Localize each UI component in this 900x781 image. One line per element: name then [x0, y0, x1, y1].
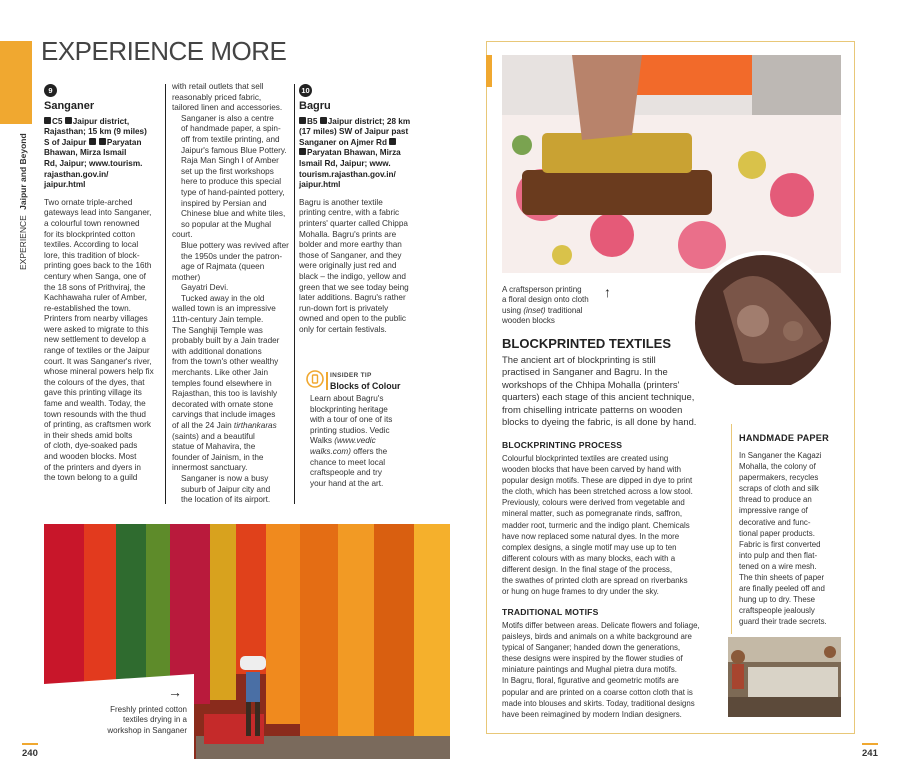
office-icon — [299, 148, 306, 155]
text-line: gave this printing village its — [44, 388, 142, 398]
text-line: Gayatri Devi. — [181, 283, 229, 293]
insider-tip-title: Blocks of Colour — [330, 381, 401, 391]
text-line: mineral matter, such as pomegranate rinds, saffron, — [502, 509, 683, 519]
text-line: made into blouses and skirts. Today, traditional designs — [502, 698, 695, 708]
text-line: black – the indigo, yellow and — [299, 271, 406, 281]
text-line: the swathes of printed cloth are spread on riverbanks — [502, 576, 688, 586]
text-line: the location of its airport. — [181, 495, 271, 505]
sanganer-heading: Sanganer — [44, 100, 95, 112]
text-line: whose mineral powers help fix — [44, 367, 154, 377]
tip-bar — [326, 372, 328, 390]
sidebar-rule — [731, 424, 732, 634]
text-line: typical of Sanganer; handed down the generations, — [502, 643, 681, 653]
text-line: tened on a wire mesh. — [739, 561, 817, 571]
page-number-rule-left — [22, 743, 38, 745]
text-line: The ancient art of blockprinting is still — [502, 354, 656, 365]
text-line: craftspeople jealously — [739, 606, 815, 616]
text-line: of cloth, dye-soaked pads — [44, 441, 138, 451]
page-number-left: 240 — [22, 748, 38, 759]
text-line: were originally just red and — [299, 261, 397, 271]
photo-blockprinting — [502, 55, 841, 273]
text-line: popular design motifs. These are dipped in dye to print — [502, 476, 693, 486]
left-photo-caption: Freshly printed cotton textiles drying in a workshop in Sanganer — [107, 705, 187, 735]
text-line: these designs were inspired by the flower studies of — [502, 654, 683, 664]
text-line: with retail outlets that sell — [172, 82, 264, 91]
column-rule — [294, 84, 295, 504]
page-number-right: 241 — [862, 748, 878, 759]
text-line: are finally peeled off and — [739, 584, 825, 594]
text-line: set up the first workshops — [181, 166, 274, 176]
text-line: Sanganer is now a busy — [181, 473, 269, 483]
text-line: impressive range of — [739, 506, 808, 516]
text-line: madder root, turmeric and the indigo plant. Chemicals — [502, 520, 690, 530]
text-line: the town belong to a guild — [44, 473, 138, 483]
process-heading: BLOCKPRINTING PROCESS — [502, 440, 623, 450]
text-line: guard their trade secrets. — [739, 617, 827, 627]
feature-title: BLOCKPRINTED TEXTILES — [502, 336, 672, 351]
text-line: the colours of the dyes, that — [44, 377, 145, 387]
text-line: in their sheds amid bolts — [44, 430, 133, 440]
text-line: textiles. According to local — [44, 240, 139, 250]
text-line: practised in Sanganer and Bagru. In the — [502, 366, 668, 378]
text-line: Chinese blue and white tiles, — [181, 209, 286, 219]
text-line: Motifs differ between areas. Delicate flowers and foliage, — [502, 621, 700, 630]
text-line: range of textiles or the Jaipur — [44, 346, 150, 356]
text-line: here to produce this special — [181, 177, 282, 187]
side-tab-chapter: Jaipur and Beyond — [18, 133, 28, 210]
text-line: have now replaced some natural dyes. In the more — [502, 531, 680, 541]
sanganer-column-2 — [172, 82, 292, 506]
text-line: In Bagru, floral, figurative and geometric motifs are — [502, 676, 679, 686]
location-icon — [320, 117, 327, 124]
process-body — [502, 453, 724, 597]
text-line: Raja Man Singh I of Amber — [181, 156, 279, 166]
text-line: Blue pottery was revived after — [181, 240, 289, 250]
photo-papermakers — [728, 637, 841, 717]
bagru-heading: Bagru — [299, 100, 331, 112]
chapter-side-tab — [18, 130, 32, 270]
text-line: age of Rajmata (queen mother) — [172, 262, 265, 282]
text-line: so popular at the Mughal court. — [172, 219, 272, 240]
sanganer-body-1 — [44, 198, 162, 484]
caption-arrow-right: → — [168, 684, 182, 700]
bagru-column — [299, 84, 417, 335]
side-tab-section: EXPERIENCE — [18, 215, 28, 270]
text-line: popular and are printed on a coarse cotton cloth that is — [502, 687, 693, 697]
text-line: Two ornate triple-arched — [44, 197, 133, 207]
text-line: the cloth, which has been stretched across a low stool. — [502, 487, 693, 497]
accent-tab-right — [486, 55, 492, 87]
text-line: type of hand-painted pottery, — [181, 187, 285, 197]
location-icon — [65, 117, 72, 124]
text-line: from chiselling intricate patterns on wooden — [502, 403, 683, 415]
text-line: owned and open to the public — [299, 314, 406, 324]
text-line: off from textile printing, and — [181, 134, 280, 144]
text-line: those of Sanganer, and they — [299, 250, 402, 260]
text-line: hung up to dry. These — [739, 595, 816, 605]
text-line: printing centre, with a fabric — [299, 208, 400, 218]
text-line: of printing, as craftsmen work — [44, 420, 151, 430]
text-line: century when Sanga, one of — [44, 271, 146, 281]
sidebar-body — [739, 450, 849, 628]
text-line: fame and wealth. Today, the — [44, 399, 146, 409]
motifs-heading: TRADITIONAL MOTIFS — [502, 607, 599, 617]
text-line: blocks to dyeing the fabric, is all done by hand. — [502, 416, 697, 428]
column-rule — [165, 84, 166, 504]
sanganer-info: C5 Jaipur district, Rajasthan; 15 km (9 miles) S of Jaipur Paryatan Bhawan, Mirza Ismail Rd, Jaipur; www.tourism. rajasthan.gov.in/ jaipur.html — [44, 116, 147, 190]
text-line: tional paper products. — [739, 528, 815, 538]
text-line: court. It was Sanganer's river, — [44, 356, 152, 366]
text-line: Mohalla. Bagru's prints are — [299, 229, 397, 239]
text-line: lore, this tradition of block- — [44, 250, 140, 260]
text-line: gateways lead into Sanganer, — [44, 208, 152, 218]
text-line: suburb of Jaipur city and — [181, 484, 271, 494]
insider-tip-label: INSIDER TIP — [330, 372, 372, 379]
accent-tab-top — [0, 41, 32, 124]
listing-number-bagru: 10 — [299, 84, 417, 97]
page-number-rule-right — [862, 743, 878, 745]
text-line: printers' quarter called Chippa — [299, 218, 408, 228]
text-line: and wooden blocks. Most — [44, 452, 137, 461]
motifs-body — [502, 620, 724, 720]
map-ref-icon — [44, 117, 51, 124]
text-line: decorative and func- — [739, 517, 811, 527]
text-line: thread to produce an — [739, 495, 812, 505]
info-icon — [389, 138, 396, 145]
text-line: The thin sheets of paper — [739, 573, 825, 583]
sidebar-title: HANDMADE PAPER — [739, 433, 829, 443]
text-line: run-down fort is privately — [299, 303, 389, 313]
text-line: workshops of the Chhipa Mohalla (printers' — [502, 378, 680, 390]
text-line: wooden blocks that have been carved by hand with — [502, 465, 681, 475]
text-line: Colourful blockprinted textiles are created using — [502, 454, 669, 463]
text-line: Fabric is first converted — [739, 539, 821, 549]
insider-tip-icon — [306, 370, 324, 388]
page-title: EXPERIENCE MORE — [41, 36, 287, 66]
sanganer-body-3 — [172, 114, 292, 294]
text-line: tailored linen and accessories. — [172, 103, 283, 113]
sanganer-body-2 — [172, 82, 292, 114]
feature-intro — [502, 354, 722, 428]
text-line: the 1950s under the patron- — [181, 251, 283, 261]
text-line: bolder and more earthy than — [299, 240, 402, 250]
text-line: re-established the town. — [44, 303, 131, 313]
right-photo-caption: A craftsperson printing a floral design onto cloth using (inset) traditional wooden blocks — [502, 285, 589, 326]
text-line: inspired by Persian and — [181, 198, 267, 208]
text-line: Kachhawaha ruler of Amber, — [44, 293, 147, 303]
caption-arrow-up: ↑ — [604, 284, 611, 300]
text-line: miniature paintings and Mughal pietra dura motifs. — [502, 665, 678, 675]
text-line: new settlement to develop a — [44, 335, 146, 345]
insider-tip-body: Learn about Bagru's blockprinting heritage with a tour of one of its printing studios. Vedic Walks (www.vedic walks.com) offers the chance to meet local craftspeople and try your hand at the art. — [310, 394, 393, 488]
office-icon — [99, 138, 106, 145]
text-line: of the printers and dyers in — [44, 462, 141, 472]
info-icon — [89, 138, 96, 145]
text-line: were asked to migrate to this — [44, 324, 149, 334]
insider-tip-box — [306, 370, 418, 498]
text-line: quarters) each stage of this ancient technique, — [502, 391, 695, 403]
text-line: have been reimagined by modern Indian designers. — [502, 709, 682, 719]
text-line: papermakers, recycles — [739, 473, 819, 483]
text-line: town resounds with the thud — [44, 409, 146, 419]
text-line: In Sanganer the Kagazi — [739, 451, 822, 460]
text-line: Jaipur's famous Blue Pottery. — [181, 145, 287, 155]
text-line: Bagru is another textile — [299, 197, 383, 207]
text-line: different design. In the final stage of the process, — [502, 564, 673, 574]
bagru-info: B5 Jaipur district; 28 km (17 miles) SW of Jaipur past Sanganer on Ajmer Rd Paryatan Bhawan, Mirza Ismail Rd, Jaipur; www. tourism.rajasthan.gov.in/ jaipur.html — [299, 116, 411, 190]
text-line: different colours with as many blocks, each with a — [502, 553, 676, 563]
text-line: green that we see today being — [299, 282, 409, 292]
text-line: paisleys, birds and animals on a white background are — [502, 632, 692, 642]
text-line: Previously, colours were derived from vegetable and — [502, 498, 685, 508]
text-line: Sanganer is also a centre — [181, 113, 274, 123]
text-line: a colourful town renowned — [44, 218, 140, 228]
text-line: printing goes back to the 16th — [44, 261, 152, 271]
text-line: the 18 sons of Prithviraj, the — [44, 282, 146, 292]
text-line: reasonably priced fabric, — [172, 92, 262, 102]
text-line: Printers from nearby villages — [44, 314, 148, 324]
text-line: into pulp and then flat- — [739, 550, 818, 560]
text-line: complex designs, a single motif may use up to ten — [502, 542, 677, 552]
sanganer-column — [44, 84, 162, 484]
bagru-body — [299, 198, 417, 336]
sanganer-body-4: Tucked away in the old walled town is an impressive 11th-century Jain temple. The Sanghiji Temple was probably built by a Jain trader with additional donations from the town's other wealthy merchants. Like other Jain temples found elsewhere in Rajasthan, this too is lavishly decorated with ornate stone carvings that include images of all the 24 Jain tirthankaras (saints) and a beautiful statue of Mahavira, the founder of Jainism, in the innermost sanctuary. — [172, 293, 280, 473]
text-line: later additions. Bagru's rather — [299, 293, 406, 303]
text-line: for its blockprinted cotton — [44, 229, 136, 239]
text-line: only for certain festivals. — [299, 324, 387, 334]
text-line: scraps of cloth and silk — [739, 484, 819, 494]
text-line: Mohalla, the colony of — [739, 462, 816, 472]
text-line: of handmade paper, a spin- — [181, 124, 281, 134]
listing-number-sanganer: 9 — [44, 84, 162, 97]
sanganer-body-5 — [172, 474, 292, 506]
text-line: or hung on huge frames to dry under the sky. — [502, 587, 659, 597]
map-ref-icon — [299, 117, 306, 124]
